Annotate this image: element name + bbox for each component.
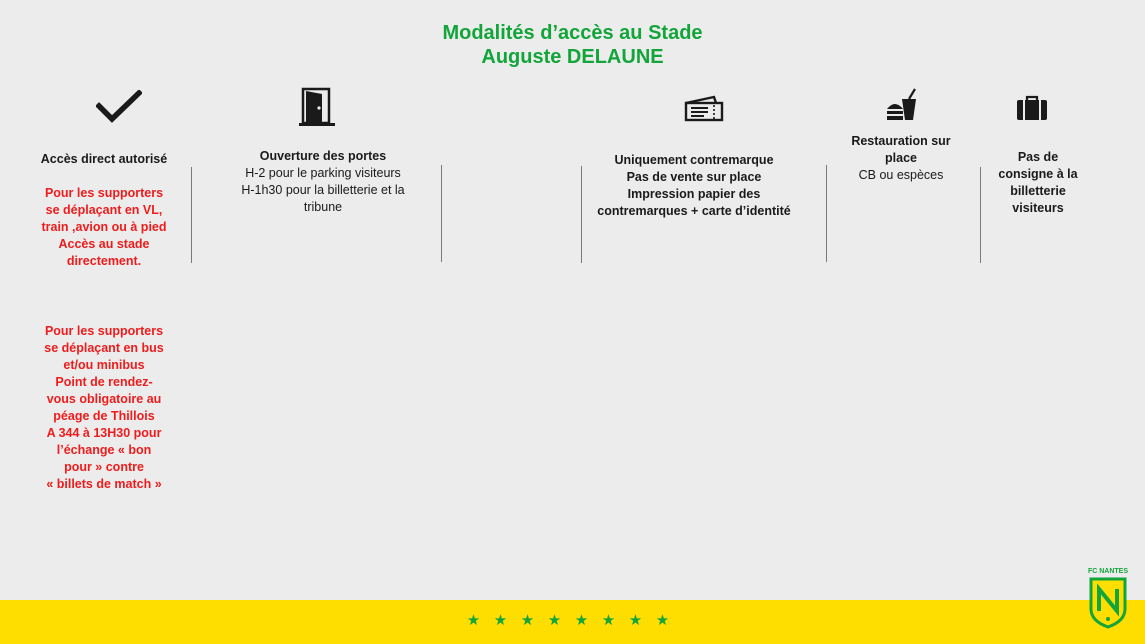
star-icon: ★ — [466, 612, 481, 629]
access-vl-line: Accès au stade — [58, 237, 150, 251]
tickets-column — [584, 152, 804, 220]
title-line-1: Modalités d’accès au Stade — [442, 22, 703, 44]
access-vl-line: directement. — [66, 254, 142, 268]
check-icon — [96, 90, 142, 124]
luggage-line: Pas de — [1017, 150, 1059, 164]
divider — [191, 167, 192, 263]
star-icon: ★ — [655, 612, 670, 629]
ticket-icon — [684, 95, 724, 123]
luggage-line: consigne à la — [998, 167, 1078, 181]
logo-text: FC NANTES — [1087, 568, 1129, 575]
access-bus-line: Pour les supporters — [44, 324, 164, 338]
doors-line: H-1h30 pour la billetterie et la — [241, 183, 405, 197]
access-bus-line: pour » contre — [64, 460, 144, 474]
luggage-icon — [1016, 95, 1048, 121]
access-heading: Accès direct autorisé — [40, 152, 168, 166]
star-icon: ★ — [520, 612, 535, 629]
food-heading-line: Restauration sur — [851, 134, 951, 148]
star-icon: ★ — [601, 612, 616, 629]
tickets-line: Uniquement contremarque — [614, 153, 774, 167]
food-heading-line: place — [885, 151, 917, 165]
doors-line: tribune — [303, 200, 343, 214]
access-vl-line: train ,avion ou à pied — [41, 220, 167, 234]
tickets-line: Pas de vente sur place — [626, 170, 762, 184]
tickets-line: Impression papier des — [627, 187, 761, 201]
luggage-line: visiteurs — [1012, 201, 1064, 215]
doors-column — [218, 148, 428, 216]
access-vl-line: se déplaçant en VL, — [45, 203, 163, 217]
tickets-line: contremarques + carte d’identité — [597, 204, 791, 218]
food-column — [836, 133, 966, 184]
access-bus-line: péage de Thillois — [53, 409, 155, 423]
star-icon: ★ — [547, 612, 562, 629]
luggage-line: billetterie — [1010, 184, 1066, 198]
access-column — [28, 151, 180, 168]
divider — [826, 165, 827, 262]
fc-nantes-logo — [1082, 568, 1134, 630]
door-icon — [299, 87, 335, 127]
stars-row — [466, 612, 670, 630]
doors-heading: Ouverture des portes — [259, 149, 387, 163]
logo-crest-icon — [1088, 577, 1128, 629]
access-bus-line: « billets de match » — [46, 477, 162, 491]
access-bus-line: A 344 à 13H30 pour — [46, 426, 162, 440]
divider — [441, 165, 442, 262]
star-icon: ★ — [628, 612, 643, 629]
access-bus-line: se déplaçant en bus — [44, 341, 164, 355]
star-icon: ★ — [574, 612, 589, 629]
divider — [980, 167, 981, 263]
divider — [581, 166, 582, 263]
title-line-2: Auguste DELAUNE — [481, 46, 664, 68]
food-sub: CB ou espèces — [858, 168, 944, 182]
access-vl-line: Pour les supporters — [44, 186, 164, 200]
fast-food-icon — [885, 87, 919, 123]
access-bus-line: et/ou minibus — [63, 358, 145, 372]
access-bus-line: vous obligatoire au — [46, 392, 162, 406]
page-title — [0, 21, 1145, 69]
access-bus-line: Point de rendez- — [55, 375, 153, 389]
doors-line: H-2 pour le parking visiteurs — [245, 166, 401, 180]
access-bus-line: l’échange « bon — [56, 443, 152, 457]
access-vl-info — [28, 185, 180, 270]
luggage-column — [988, 149, 1088, 217]
star-icon: ★ — [493, 612, 508, 629]
access-bus-info — [28, 323, 180, 493]
